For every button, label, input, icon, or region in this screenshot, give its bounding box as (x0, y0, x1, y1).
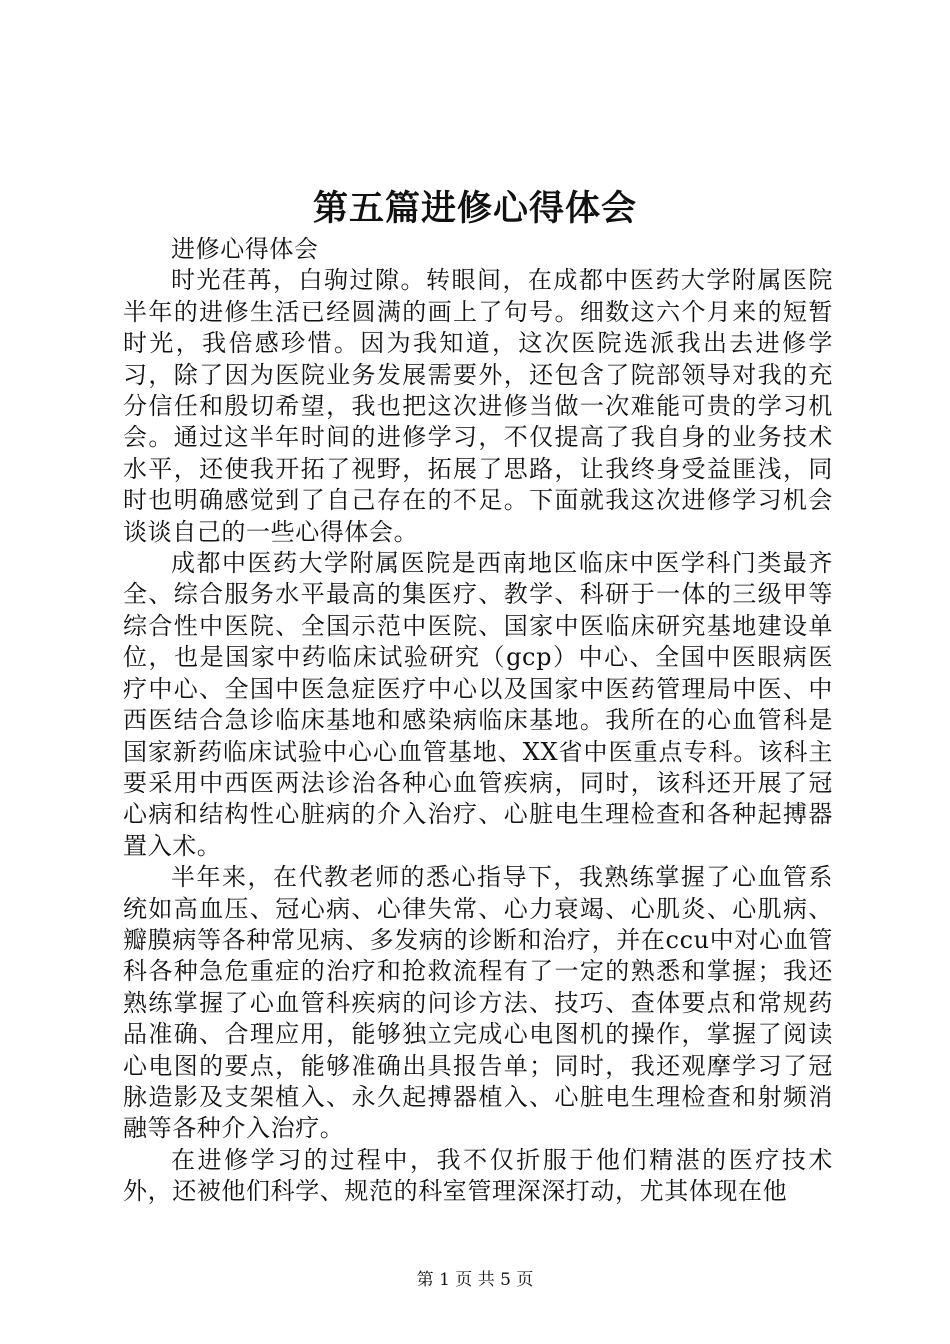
paragraph-3: 半年来，在代教老师的悉心指导下，我熟练掌握了心血管系统如高血压、冠心病、心律失常、心力衰竭、心肌炎、心肌病、瓣膜病等各种常见病、多发病的诊断和治疗，并在ccu中对心血管科各种急危重症的治疗和抢救流程有了一定的熟悉和掌握；我还熟练掌握了心血管科疾病的问诊方法、技巧、查体要点和常规药品准确、合理应用，能够独立完成心电图机的操作，掌握了阅读心电图的要点，能够准确出具报告单；同时，我还观摩学习了冠脉造影及支架植入、永久起搏器植入、心脏电生理检查和射频消融等各种介入治疗。 (123, 863, 833, 1143)
paragraph-1: 时光荏苒，白驹过隙。转眼间，在成都中医药大学附属医院半年的进修生活已经圆满的画上了句号。细数这六个月来的短暂时光，我倍感珍惜。因为我知道，这次医院选派我出去进修学习，除了因为医院业务发展需要外，还包含了院部领导对我的充分信任和殷切希望，我也把这次进修当做一次难能可贵的学习机会。通过这半年时间的进修学习，不仅提高了我自身的业务技术水平，还使我开拓了视野，拓展了思路，让我终身受益匪浅，同时也明确感觉到了自己存在的不足。下面就我这次进修学习机会谈谈自己的一些心得体会。 (123, 266, 833, 546)
page-footer: 第 1 页 共 5 页 (416, 1270, 534, 1290)
document-subtitle: 进修心得体会 (171, 235, 319, 263)
document-body (123, 234, 833, 1208)
paragraph-4: 在进修学习的过程中，我不仅折服于他们精湛的医疗技术外，还被他们科学、规范的科室管理深深打动，尤其体现在他 (123, 1145, 833, 1206)
paragraph-2: 成都中医药大学附属医院是西南地区临床中医学科门类最齐全、综合服务水平最高的集医疗、教学、科研于一体的三级甲等综合性中医院、全国示范中医院、国家中医临床研究基地建设单位，也是国家中药临床试验研究（gcp）中心、全国中医眼病医疗中心、全国中医急症医疗中心以及国家中医药管理局中医、中西医结合急诊临床基地和感染病临床基地。我所在的心血管科是国家新药临床试验中心心血管基地、XX省中医重点专科。该科主要采用中西医两法诊治各种心血管疾病，同时，该科还开展了冠心病和结构性心脏病的介入治疗、心脏电生理检查和各种起搏器置入术。 (123, 549, 833, 860)
document-title: 第五篇进修心得体会 (312, 188, 637, 229)
